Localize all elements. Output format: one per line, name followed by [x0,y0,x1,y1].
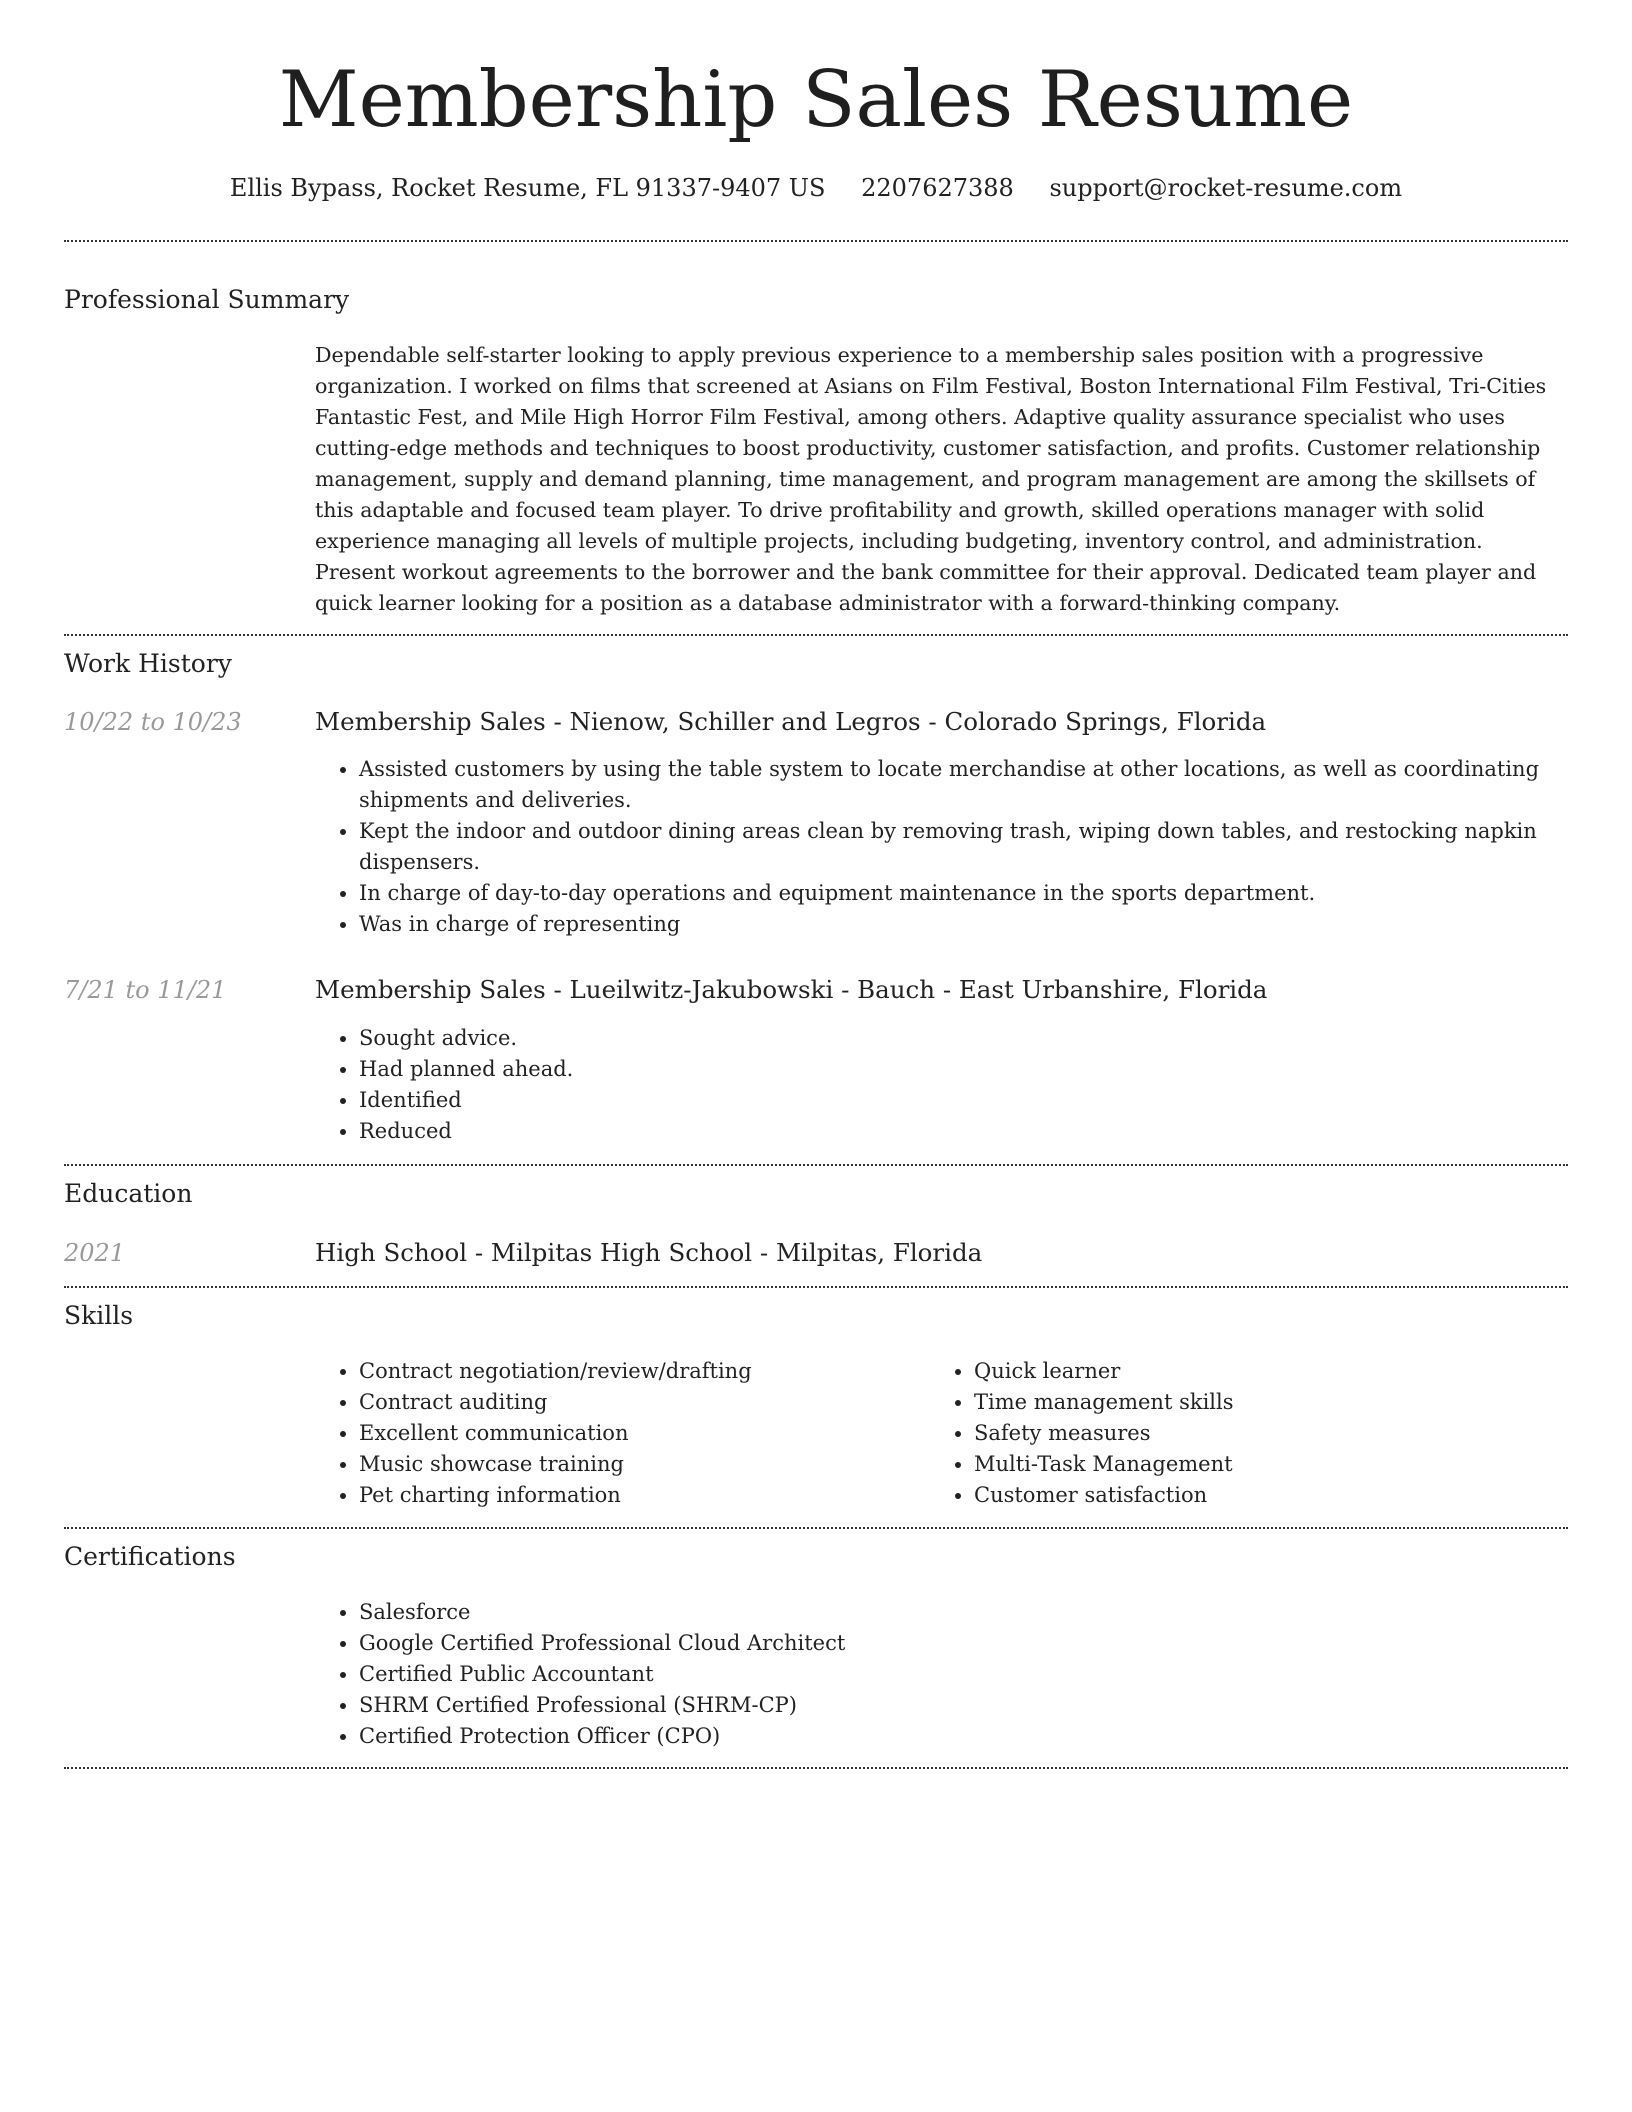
section-heading-certifications: Certifications [64,1542,236,1571]
section-divider [64,1767,1568,1769]
job-bullet: • Had planned ahead. [359,1054,1589,1085]
certification-item: • Salesforce [359,1597,1589,1628]
skill-item: • Quick learner [974,1356,1534,1387]
job-bullet: • Sought advice. [359,1023,1589,1054]
summary-text: Dependable self-starter looking to apply previous experience to a membership sales position with a progressive organization. I worked on films that screened at Asians on Film Festival, Boston International Film Festival, Tri-Cities Fantastic Fest, and Mile High Horror Film Festival, among others. Adaptive quality assurance specialist who uses cutting-edge methods and techniques to boost productivity, customer satisfaction, and profits. Customer relationship management, supply and demand planning, time management, and program management are among the skillsets of this adaptable and focused team player. To drive profitability and growth, skilled operations manager with solid experience managing all levels of multiple projects, including budgeting, inventory control, and administration. Present workout agreements to the borrower and the bank committee for their approval. Dedicated team player and quick learner looking for a position as a database administrator with a forward-thinking company. [315,343,1547,615]
skill-item: • Contract negotiation/review/drafting [359,1356,919,1387]
section-heading-education: Education [64,1179,193,1208]
education-title: High School - Milpitas High School - Milpitas, Florida [315,1238,983,1267]
job-bullet: • Kept the indoor and outdoor dining areas clean by removing trash, wiping down tables, and restocking napkin dispensers. [359,816,1589,878]
job-bullet: • Was in charge of representing [359,909,1589,940]
certification-item: • Google Certified Professional Cloud Architect [359,1628,1589,1659]
section-divider [64,1527,1568,1529]
section-heading-skills: Skills [64,1301,134,1330]
education-date: 2021 [64,1239,126,1267]
job-bullet: • In charge of day-to-day operations and equipment maintenance in the sports department. [359,878,1589,909]
skills-list-right [930,1356,1534,1511]
contact-address: Ellis Bypass, Rocket Resume, FL 91337-9407 US [229,174,826,202]
skill-item: • Customer satisfaction [974,1480,1534,1511]
skills-list-left [315,1356,919,1511]
summary-block [315,340,1568,619]
job-title: Membership Sales - Nienow, Schiller and Legros - Colorado Springs, Florida [315,707,1267,736]
job-dates: 10/22 to 10/23 [64,708,242,736]
job-bullet: • Assisted customers by using the table system to locate merchandise at other locations, as well as coordinating shipments and deliveries. [359,754,1589,816]
skill-item: • Safety measures [974,1418,1534,1449]
contact-phone: 2207627388 [861,174,1014,202]
section-heading-summary: Professional Summary [64,285,350,314]
certification-item: • Certified Public Accountant [359,1659,1589,1690]
skill-item: • Pet charting information [359,1480,919,1511]
certifications-list [315,1597,1589,1752]
contact-line [64,168,1568,208]
section-divider [64,634,1568,636]
job-bullet: • Identified [359,1085,1589,1116]
section-divider [64,240,1568,242]
certification-item: • Certified Protection Officer (CPO) [359,1721,1589,1752]
section-divider [64,1286,1568,1288]
job-bullet: • Reduced [359,1116,1589,1147]
job-dates: 7/21 to 11/21 [64,976,227,1004]
skill-item: • Multi-Task Management [974,1449,1534,1480]
skill-item: • Music showcase training [359,1449,919,1480]
skill-item: • Time management skills [974,1387,1534,1418]
job-bullet-list [315,754,1589,940]
certification-item: • SHRM Certified Professional (SHRM-CP) [359,1690,1589,1721]
skill-item: • Contract auditing [359,1387,919,1418]
job-title: Membership Sales - Lueilwitz-Jakubowski - Bauch - East Urbanshire, Florida [315,975,1268,1004]
section-divider [64,1164,1568,1166]
resume-title: Membership Sales Resume [278,55,1354,145]
job-bullet-list [315,1023,1589,1147]
skill-item: • Excellent communication [359,1418,919,1449]
section-heading-work-history: Work History [64,649,232,678]
contact-email[interactable]: support@rocket-resume.com [1049,174,1403,202]
